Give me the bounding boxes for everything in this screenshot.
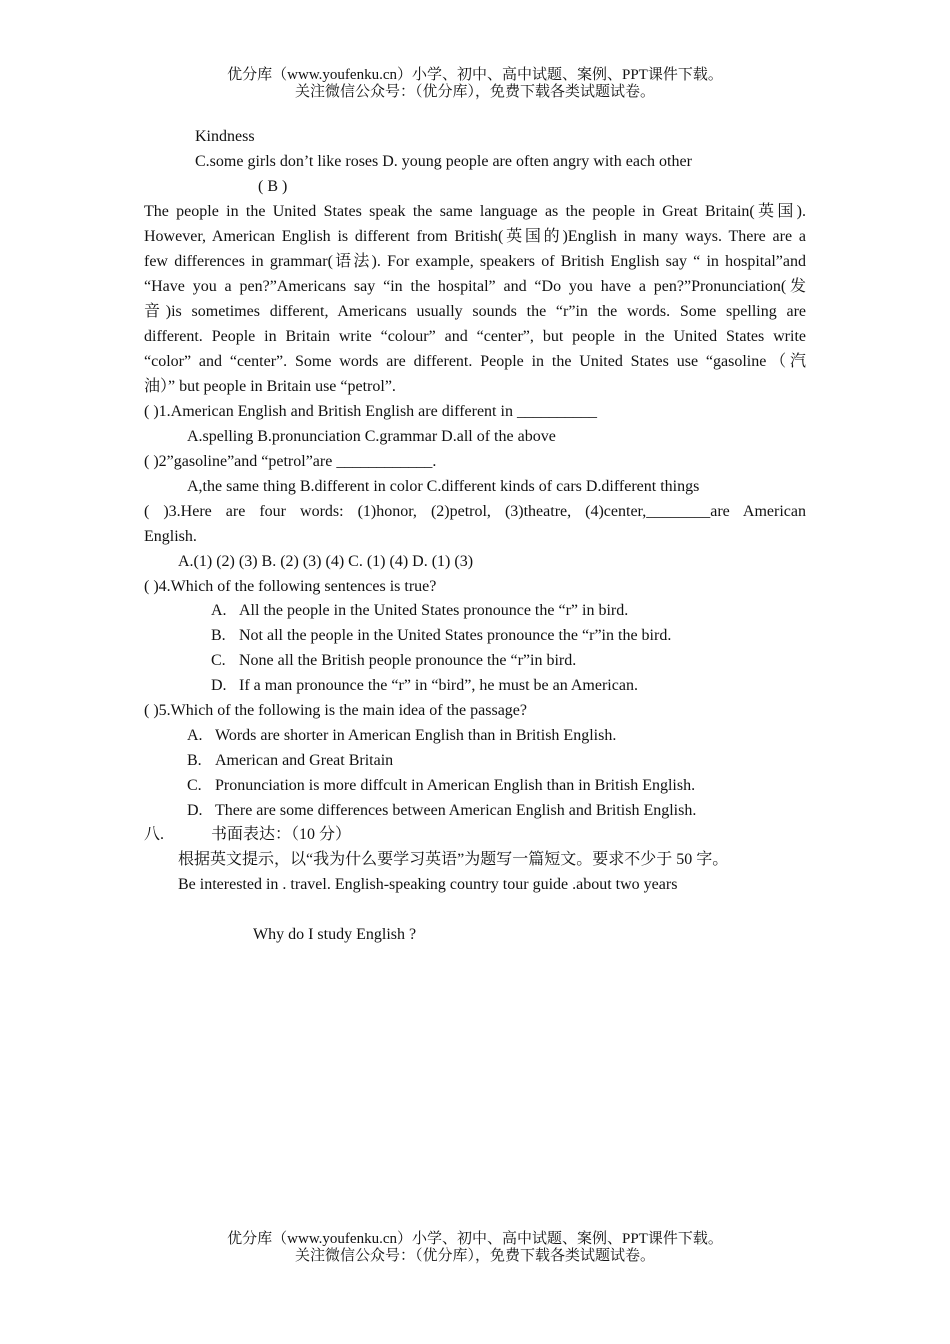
prev-answer: ( B ) [258, 178, 288, 195]
footer-line-2: 关注微信公众号：（优分库），免费下载各类试题试卷。 [294, 1248, 655, 1264]
question-3-stem-cont: English. [144, 528, 197, 545]
option-text: Words are shorter in American English than in British English. [215, 727, 617, 744]
option-letter: A. [211, 602, 227, 619]
passage-line: “color” and “center”. Some words are different. People in the United States use “gasoline（汽 [144, 353, 806, 370]
option-text: None all the British people pronounce the “r”in bird. [239, 652, 577, 669]
writing-section-heading: 书面表达：（10 分） [211, 826, 352, 843]
question-1-options: A.spelling B.pronunciation C.grammar D.all of the above [187, 428, 556, 445]
option-text: Not all the people in the United States pronounce the “r”in the bird. [239, 627, 672, 644]
question-2-stem: ( )2”gasoline”and “petrol”are ____________. [144, 453, 437, 470]
writing-section-number: 八. [144, 826, 165, 843]
question-4-option [211, 651, 576, 671]
passage-line: 音)is sometimes different, Americans usually sounds the “r”in the words. Some spelling are [144, 303, 806, 320]
question-5-option [187, 751, 393, 771]
passage-line: 油）” but people in Britain use “petrol”. [144, 378, 396, 395]
passage-line: few differences in grammar(语法). For example, speakers of British English say “ in hospital”and [144, 253, 806, 270]
header-line-1: 优分库（www.youfenku.cn）小学、初中、高中试题、案例、PPT课件下载。 [227, 67, 723, 83]
question-3-stem: ( )3.Here are four words: (1)honor, (2)petrol, (3)theatre, (4)center,________are American [144, 503, 806, 520]
question-4-option [211, 676, 638, 696]
option-text: There are some differences between American English and British English. [215, 802, 697, 819]
passage-line: The people in the United States speak the same language as the people in Great Britain(英国). [144, 203, 806, 220]
option-text: Pronunciation is more diffcult in American English than in British English. [215, 777, 696, 794]
page-header [0, 67, 950, 101]
passage-line: However, American English is different from British(英国的)English in many ways. There are a [144, 228, 806, 245]
question-5-option [187, 726, 616, 746]
option-letter: D. [211, 677, 227, 694]
question-4-option [211, 601, 628, 621]
question-5-option [187, 801, 696, 821]
prev-option-b-continued: Kindness [195, 128, 255, 145]
writing-instruction: 根据英文提示，以“我为什么要学习英语”为题写一篇短文。要求不少于 50 字。 [178, 851, 729, 868]
passage-line: “Have you a pen?”Americans say “in the hospital” and “Do you have a pen?”Pronunciation(发 [144, 278, 806, 295]
question-4-stem: ( )4.Which of the following sentences is true? [144, 578, 437, 595]
question-5-stem: ( )5.Which of the following is the main idea of the passage? [144, 702, 527, 719]
question-4-option [211, 626, 671, 646]
option-letter: C. [211, 652, 226, 669]
option-letter: B. [187, 752, 202, 769]
option-text: If a man pronounce the “r” in “bird”, he must be an American. [239, 677, 638, 694]
option-letter: D. [187, 802, 203, 819]
option-letter: A. [187, 727, 203, 744]
footer-line-1: 优分库（www.youfenku.cn）小学、初中、高中试题、案例、PPT课件下载。 [227, 1231, 723, 1247]
prev-options-c-d: C.some girls don’t like roses D. young people are often angry with each other [195, 153, 692, 170]
question-5-option [187, 776, 695, 796]
question-3-options: A.(1) (2) (3) B. (2) (3) (4) C. (1) (4) D. (1) (3) [178, 553, 474, 570]
option-letter: B. [211, 627, 226, 644]
question-2-options: A,the same thing B.different in color C.different kinds of cars D.different things [187, 478, 700, 495]
question-1-stem: ( )1.American English and British English are different in __________ [144, 403, 597, 420]
page-footer [0, 1231, 950, 1265]
passage-line: different. People in Britain write “colour” and “center”, but people in the United States write [144, 328, 806, 345]
option-text: American and Great Britain [215, 752, 394, 769]
option-text: All the people in the United States pronounce the “r” in bird. [239, 602, 629, 619]
option-letter: C. [187, 777, 202, 794]
header-line-2: 关注微信公众号：（优分库），免费下载各类试题试卷。 [294, 84, 655, 100]
writing-title: Why do I study English ? [253, 926, 417, 943]
writing-hints: Be interested in . travel. English-speaking country tour guide .about two years [178, 876, 678, 893]
